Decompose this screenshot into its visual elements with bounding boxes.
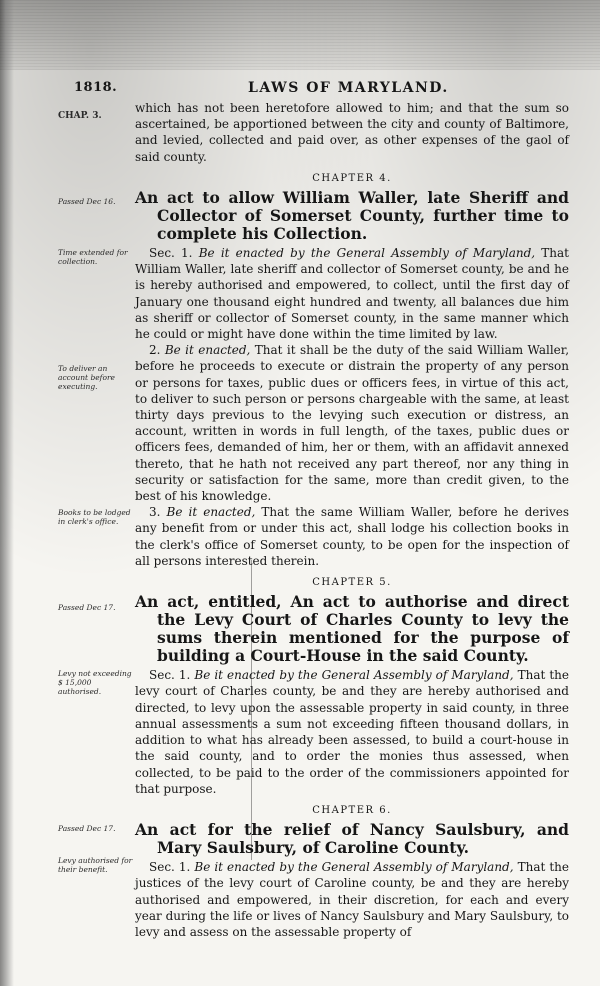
enacting-clause: Be it enacted by the General Assembly of Maryland, <box>198 246 536 261</box>
chapter-heading: CHAPTER 5. <box>312 577 392 589</box>
chapter-4 <box>135 171 569 569</box>
act-title: An act to allow William Waller, late Sheriff and Collector of Somerset County, further time to complete his Collection. <box>135 188 569 244</box>
chapter-heading: CHAPTER 4. <box>312 172 392 184</box>
section-paragraph <box>135 504 569 569</box>
margin-note: Time extended for collection. <box>58 248 128 266</box>
margin-note-passed: Passed Dec 17. <box>58 824 116 833</box>
section-paragraph <box>135 342 569 504</box>
scan-shadow-top <box>0 0 600 70</box>
section-number: 2. <box>149 343 165 358</box>
margin-note-passed: Passed Dec 16. <box>58 197 116 206</box>
margin-note: To deliver an account before executing. <box>58 364 116 391</box>
page-year: 1818. <box>74 80 118 95</box>
section-text: That William Waller, late sheriff and collector of Somerset county, be and he is hereby authorised and empowered, to collect, until the first day of January one thousand eight hundred and twenty, all balances due him as sheriff or collector of Somerset county, in the same manner which he could or might have done within the time limited by law. <box>135 246 569 342</box>
section-number: Sec. 1. <box>149 668 195 683</box>
margin-note: Levy authorised for their benefit. <box>58 856 133 874</box>
margin-note-chapter: CHAP. 3. <box>58 111 102 121</box>
chapter-heading: CHAPTER 6. <box>312 804 392 816</box>
section-text: That it shall be the duty of the said William Waller, before he proceeds to execute or distrain the property of any person or persons for taxes, public dues or officers fees, in virtue of this act, to deliver to such person or persons chargeable with the same, at least thirty days previous to the levying such execution or distress, an account, written in words in full length, of the taxes, public dues or officers fees, demanded of him, her or them, with an affidavit annexed thereto, that he hath not received any part thereof, nor any thing in security or satisfaction for the same, more than credit given, to the best of his knowledge. <box>135 343 570 504</box>
continuation-paragraph: which has not been heretofore allowed to him; and that the sum so ascertained, be apportioned between the city and county of Baltimore, and levied, collected and paid over, as other expenses of the gaol of said county. <box>135 101 569 164</box>
section-text: That the same William Waller, before he derives any benefit from or under this act, shall lodge his collection books in the clerk's office of Somerset county, to be open for the inspection of all persons interested therein. <box>135 505 569 568</box>
enacting-clause: Be it enacted, <box>164 343 251 358</box>
enacting-clause: Be it enacted by the General Assembly of Maryland, <box>194 860 514 875</box>
section-paragraph <box>135 859 569 940</box>
enacting-clause: Be it enacted by the General Assembly of Maryland, <box>194 668 514 683</box>
section-text: That the justices of the levy court of Caroline county, be and they are hereby authorised and empowered, in their discretion, for each and every year during the life or lives of Nancy Saulsbury and Mary Saulsbury, to levy and assess on the assessable property of <box>135 860 570 939</box>
page-edge-shadow <box>0 0 14 986</box>
page-body <box>135 100 569 940</box>
running-title: LAWS OF MARYLAND. <box>248 80 449 96</box>
margin-note-passed: Passed Dec 17. <box>58 603 116 612</box>
chapter-5 <box>135 575 569 797</box>
section-number: Sec. 1. <box>149 860 195 875</box>
enacting-clause: Be it enacted, <box>166 505 256 520</box>
section-number: Sec. 1. <box>149 246 199 261</box>
margin-note: Books to be lodged in clerk's office. <box>58 508 131 526</box>
act-title: An act, entitled, An act to authorise and direct the Levy Court of Charles County to levy the sums therein mentioned for the purpose of building a Court-House in the said County. <box>135 592 569 666</box>
chapter-6 <box>135 803 569 940</box>
section-text: That the levy court of Charles county, be and they are hereby authorised and directed, to levy upon the assessable property in said county, in three annual assessments a sum not exceeding fifteen thousand dollars, in addition to what has already been assessed, to build a court-house in the said county, and to order the monies thus assessed, when collected, to be paid to the order of the commissioners appointed for that purpose. <box>135 668 570 796</box>
section-number: 3. <box>149 505 167 520</box>
section-paragraph <box>135 667 569 797</box>
margin-note: Levy not exceeding $ 15,000 authorised. <box>58 669 132 696</box>
running-header <box>70 80 580 102</box>
act-title: An act for the relief of Nancy Saulsbury, and Mary Saulsbury, of Caroline County. <box>135 820 569 858</box>
section-paragraph <box>135 245 569 342</box>
